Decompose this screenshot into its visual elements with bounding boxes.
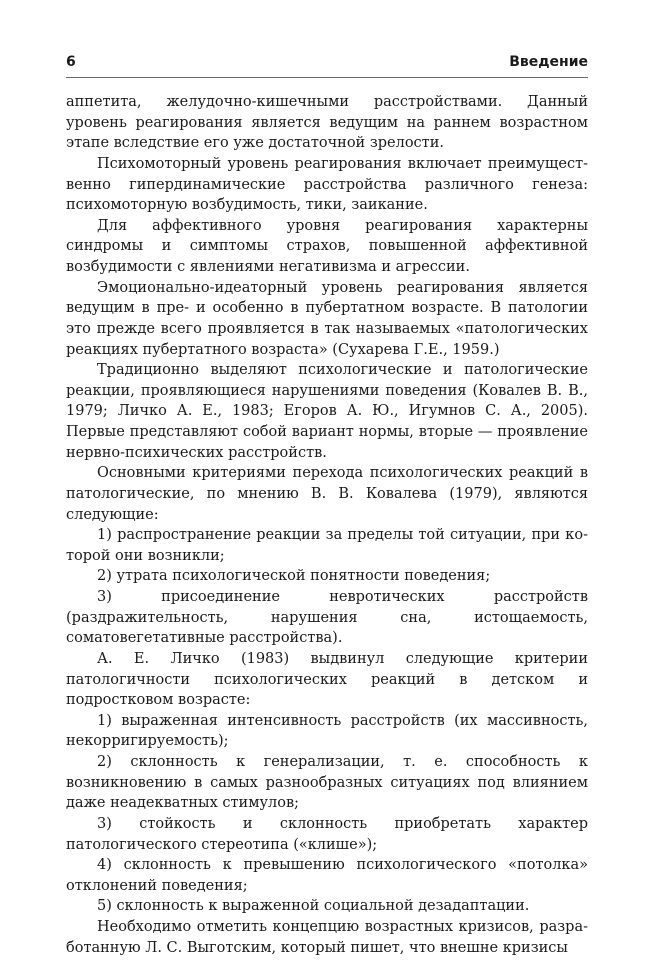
page-number: 6: [66, 54, 76, 70]
paragraph: Для аффективного уровня реагирования характерны синдромы и симптомы страхов, повышенной аффективной возбудимости с явлениями негативизма и агрессии.: [66, 217, 588, 275]
list-item: 3) присоединение невротических расстройств (раздражительность, нарушения сна, истощаемость, соматовегетативные расстройства).: [66, 589, 588, 647]
list-item: 3) стойкость и склонность приобретать характер патологического стереотипа («клише»);: [66, 815, 588, 853]
body-text: [66, 92, 588, 958]
paragraph: Основными критериями перехода психологических реакций в патологические, по мнению В. В. Ковалева (1979), являются следующие:: [66, 465, 588, 523]
page-header: [66, 50, 588, 74]
paragraph: Эмоционально-идеаторный уровень реагирования является ведущим в пре- и особенно в пубертатном возрасте. В патологии это прежде всего проявляется в так называемых «патологических реакциях пубертатного возраста» (Сухарева Г.Е., 1959.): [66, 279, 588, 358]
paragraph: Психомоторный уровень реагирования включает преимущественно гипердинамические расстройства различного генеза: психомоторную возбудимость, тики, заикание.: [66, 155, 588, 214]
list-item: 2) утрата психологической понятности поведения;: [97, 568, 491, 585]
list-item: 5) склонность к выраженной социальной дезадаптации.: [97, 898, 530, 915]
list-item: 1) выраженная интенсивность расстройств (их массивность, некорригируемость);: [66, 712, 588, 750]
paragraph: Необходимо отметить концепцию возрастных кризисов, разработанную Л. С. Выготским, который пишет, что внешне кризисы: [66, 919, 588, 956]
paragraph: аппетита, желудочно-кишечными расстройствами. Данный уровень реагирования является ведущим на раннем возрастном этапе вследствие его уже достаточной зрелости.: [66, 94, 588, 152]
paragraph: Традиционно выделяют психологические и патологические реакции, проявляющиеся нарушениями поведения (Ковалев В. В., 1979; Личко А. Е., 1983; Егоров А. Ю., Игумнов С. А., 2005). Первые представляют собой вариант нормы, вторые — проявление нервно-психических расстройств.: [66, 362, 588, 461]
list-item: 1) распространение реакции за пределы той ситуации, при которой они возникли;: [66, 527, 588, 564]
running-title: Введение: [509, 54, 588, 70]
list-item: 4) склонность к превышению психологического «потолка» отклонений поведения;: [66, 857, 588, 894]
header-rule: [66, 77, 588, 78]
list-item: 2) склонность к генерализации, т. е. способность к возникновению в самых разнообразных ситуациях под влиянием даже неадекватных стимулов;: [66, 754, 588, 812]
paragraph: А. Е. Личко (1983) выдвинул следующие критерии патологичности психологических реакций в детском и подростковом возрасте:: [66, 650, 588, 709]
